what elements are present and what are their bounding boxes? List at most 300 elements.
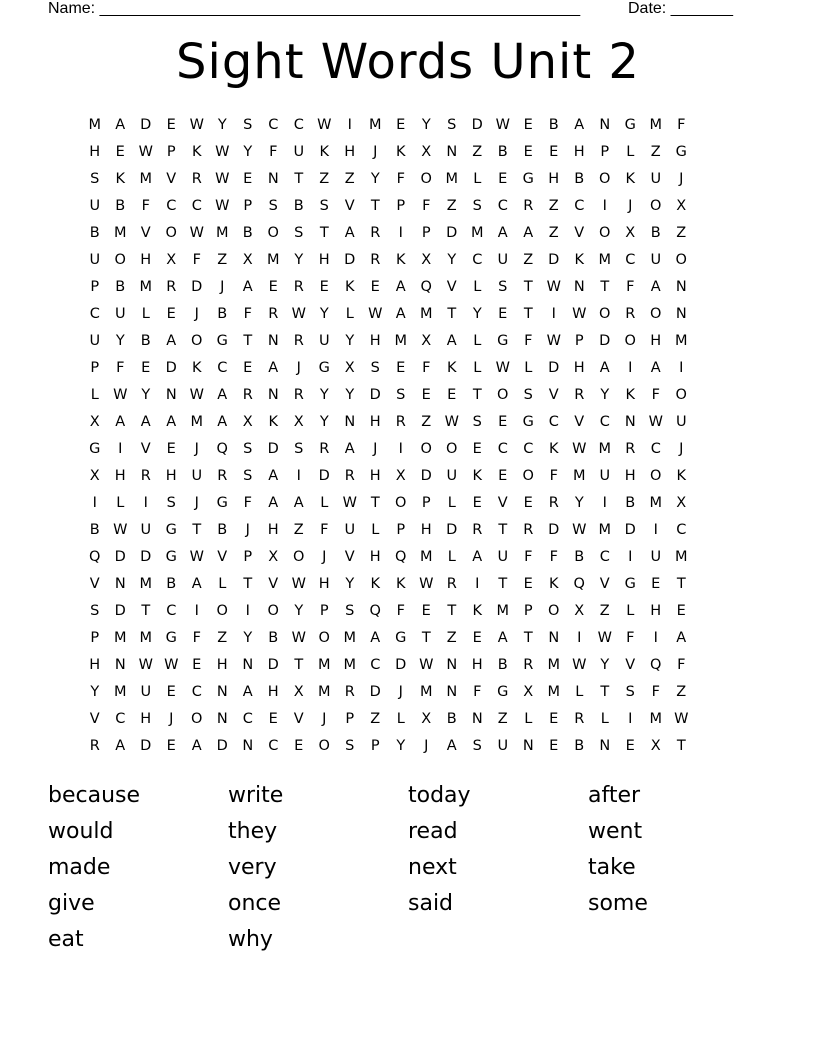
grid-letter: F: [192, 630, 201, 646]
grid-letter: Z: [446, 630, 457, 646]
grid-letter: A: [370, 630, 381, 646]
grid-letter: E: [268, 711, 278, 727]
grid-letter: W: [215, 198, 230, 214]
grid-letter: A: [446, 333, 457, 349]
grid-letter: S: [523, 387, 533, 403]
grid-letter: T: [523, 630, 533, 646]
grid-letter: E: [166, 441, 176, 457]
grid-letter: F: [396, 603, 405, 619]
grid-letter: M: [649, 711, 662, 727]
grid-letter: A: [115, 117, 126, 133]
grid-letter: W: [215, 171, 230, 187]
grid-letter: C: [599, 549, 610, 565]
grid-row: [82, 409, 742, 436]
grid-letter: S: [90, 171, 100, 187]
word-search-grid: [82, 112, 742, 760]
grid-letter: E: [498, 468, 508, 484]
grid-letter: Z: [548, 225, 559, 241]
grid-letter: R: [395, 414, 406, 430]
grid-row: [82, 301, 742, 328]
grid-letter: W: [572, 441, 587, 457]
grid-letter: L: [524, 360, 533, 376]
grid-letter: C: [268, 738, 279, 754]
grid-letter: C: [191, 198, 202, 214]
page-title: Sight Words Unit 2: [176, 34, 640, 90]
grid-letter: H: [216, 657, 228, 673]
grid-letter: S: [345, 603, 355, 619]
grid-letter: H: [369, 414, 381, 430]
grid-letter: X: [650, 738, 661, 754]
grid-letter: N: [446, 684, 458, 700]
grid-letter: N: [522, 738, 534, 754]
grid-letter: W: [572, 657, 587, 673]
grid-letter: O: [191, 711, 203, 727]
grid-letter: D: [318, 468, 330, 484]
grid-letter: U: [650, 252, 662, 268]
grid-letter: L: [447, 549, 456, 565]
grid-letter: E: [243, 360, 253, 376]
grid-letter: O: [420, 171, 432, 187]
grid-letter: O: [318, 630, 330, 646]
grid-row: [82, 544, 742, 571]
grid-letter: T: [600, 684, 610, 700]
grid-letter: H: [624, 468, 636, 484]
grid-letter: J: [322, 711, 327, 727]
grid-letter: C: [115, 711, 126, 727]
grid-letter: Y: [600, 387, 610, 403]
grid-letter: K: [370, 576, 380, 592]
grid-letter: O: [293, 549, 305, 565]
grid-letter: A: [344, 441, 355, 457]
grid-letter: Y: [600, 657, 610, 673]
grid-letter: O: [548, 603, 560, 619]
grid-letter: C: [523, 441, 534, 457]
grid-letter: S: [472, 738, 482, 754]
grid-letter: A: [115, 738, 126, 754]
grid-letter: G: [497, 333, 509, 349]
grid-letter: C: [472, 252, 483, 268]
word-bank-item: very: [228, 855, 277, 880]
grid-letter: W: [674, 711, 689, 727]
grid-letter: D: [395, 657, 407, 673]
name-field-label: Name: ______________________________________________________: [48, 0, 581, 17]
grid-letter: M: [113, 630, 127, 646]
grid-letter: N: [471, 711, 483, 727]
grid-letter: D: [420, 468, 432, 484]
grid-letter: Z: [548, 198, 559, 214]
grid-letter: I: [118, 441, 123, 457]
grid-letter: M: [547, 684, 560, 700]
grid-letter: P: [90, 630, 100, 646]
grid-letter: H: [267, 522, 279, 538]
grid-letter: B: [217, 306, 228, 322]
grid-letter: F: [524, 333, 533, 349]
grid-letter: B: [574, 549, 585, 565]
grid-letter: E: [421, 603, 431, 619]
grid-letter: Y: [319, 306, 329, 322]
grid-letter: E: [549, 144, 559, 160]
grid-letter: Z: [523, 252, 534, 268]
grid-letter: T: [523, 279, 533, 295]
grid-letter: Q: [573, 576, 585, 592]
grid-letter: N: [446, 657, 458, 673]
word-bank-item: write: [228, 783, 284, 808]
grid-letter: V: [344, 198, 355, 214]
grid-letter: U: [675, 414, 687, 430]
grid-letter: O: [675, 252, 687, 268]
grid-letter: M: [547, 657, 560, 673]
grid-letter: K: [625, 387, 635, 403]
grid-letter: M: [419, 306, 433, 322]
grid-letter: D: [267, 441, 279, 457]
grid-letter: M: [649, 495, 662, 511]
grid-letter: P: [370, 738, 380, 754]
grid-letter: G: [165, 522, 177, 538]
grid-letter: A: [268, 468, 279, 484]
grid-letter: O: [446, 441, 458, 457]
grid-letter: W: [648, 414, 663, 430]
grid-letter: C: [497, 441, 508, 457]
grid-letter: N: [267, 387, 279, 403]
grid-letter: Q: [650, 657, 662, 673]
grid-letter: V: [217, 549, 228, 565]
grid-letter: R: [523, 198, 534, 214]
grid-letter: I: [143, 495, 148, 511]
grid-letter: E: [166, 738, 176, 754]
grid-letter: P: [523, 603, 533, 619]
grid-letter: N: [242, 657, 254, 673]
grid-letter: T: [141, 603, 151, 619]
grid-letter: C: [166, 198, 177, 214]
grid-letter: I: [577, 630, 582, 646]
grid-letter: A: [242, 684, 253, 700]
grid-letter: I: [602, 198, 607, 214]
grid-letter: B: [140, 333, 151, 349]
grid-letter: O: [522, 468, 534, 484]
grid-letter: X: [166, 252, 177, 268]
grid-letter: X: [676, 495, 687, 511]
grid-letter: X: [421, 711, 432, 727]
grid-letter: S: [472, 198, 482, 214]
grid-letter: E: [472, 441, 482, 457]
grid-letter: O: [650, 198, 662, 214]
grid-letter: E: [523, 576, 533, 592]
grid-letter: W: [495, 117, 510, 133]
grid-letter: H: [140, 711, 152, 727]
grid-letter: R: [574, 711, 585, 727]
grid-row: [82, 355, 742, 382]
grid-letter: R: [574, 387, 585, 403]
grid-letter: V: [140, 441, 151, 457]
grid-letter: L: [575, 684, 584, 700]
grid-letter: K: [676, 468, 686, 484]
grid-row: [82, 382, 742, 409]
grid-letter: E: [166, 117, 176, 133]
grid-letter: R: [344, 684, 355, 700]
grid-letter: N: [446, 144, 458, 160]
grid-letter: O: [599, 306, 611, 322]
grid-letter: T: [498, 576, 508, 592]
grid-letter: V: [574, 225, 585, 241]
grid-letter: M: [394, 333, 407, 349]
grid-letter: Y: [115, 333, 125, 349]
grid-letter: S: [472, 414, 482, 430]
grid-letter: E: [141, 360, 151, 376]
grid-letter: B: [446, 711, 457, 727]
grid-letter: R: [472, 522, 483, 538]
grid-letter: R: [523, 657, 534, 673]
grid-letter: K: [548, 576, 559, 592]
grid-letter: M: [139, 576, 152, 592]
grid-letter: W: [138, 657, 153, 673]
grid-letter: C: [268, 117, 279, 133]
grid-letter: H: [140, 252, 152, 268]
grid-letter: Y: [141, 387, 151, 403]
grid-letter: R: [293, 387, 304, 403]
grid-letter: T: [370, 495, 380, 511]
grid-letter: B: [115, 198, 126, 214]
grid-letter: F: [626, 279, 635, 295]
grid-letter: A: [217, 387, 228, 403]
grid-letter: N: [216, 684, 228, 700]
grid-letter: F: [651, 387, 660, 403]
grid-letter: O: [267, 603, 279, 619]
grid-letter: O: [165, 225, 177, 241]
grid-letter: G: [624, 576, 636, 592]
grid-letter: T: [243, 576, 253, 592]
grid-letter: U: [599, 468, 611, 484]
grid-letter: P: [396, 522, 406, 538]
grid-letter: R: [166, 279, 177, 295]
grid-letter: Z: [599, 603, 610, 619]
grid-letter: Z: [293, 522, 304, 538]
grid-letter: G: [522, 414, 534, 430]
grid-letter: E: [421, 387, 431, 403]
grid-letter: O: [395, 495, 407, 511]
grid-letter: M: [470, 225, 484, 241]
grid-letter: G: [216, 333, 228, 349]
grid-letter: E: [523, 495, 533, 511]
grid-letter: V: [497, 495, 508, 511]
grid-letter: G: [675, 144, 687, 160]
grid-letter: A: [268, 495, 279, 511]
grid-letter: U: [191, 468, 203, 484]
grid-letter: E: [166, 306, 176, 322]
grid-letter: L: [600, 711, 609, 727]
grid-letter: A: [650, 360, 661, 376]
grid-letter: X: [268, 549, 279, 565]
grid-letter: T: [676, 738, 686, 754]
grid-letter: T: [447, 306, 457, 322]
grid-letter: D: [140, 117, 152, 133]
grid-letter: M: [139, 279, 152, 295]
grid-letter: U: [650, 171, 662, 187]
grid-letter: I: [653, 630, 658, 646]
grid-letter: J: [373, 441, 378, 457]
grid-letter: N: [114, 576, 126, 592]
grid-letter: N: [242, 738, 254, 754]
grid-letter: G: [165, 549, 177, 565]
grid-letter: F: [192, 252, 201, 268]
grid-letter: O: [650, 468, 662, 484]
grid-letter: Y: [243, 144, 253, 160]
grid-letter: E: [549, 711, 559, 727]
grid-letter: D: [114, 549, 126, 565]
grid-letter: R: [344, 468, 355, 484]
grid-letter: A: [472, 549, 483, 565]
grid-letter: W: [546, 333, 561, 349]
grid-letter: W: [113, 522, 128, 538]
grid-letter: A: [650, 279, 661, 295]
grid-letter: A: [344, 225, 355, 241]
grid-letter: M: [317, 657, 331, 673]
grid-letter: Y: [345, 576, 355, 592]
grid-letter: Z: [344, 171, 355, 187]
grid-letter: H: [650, 603, 662, 619]
grid-letter: K: [115, 171, 125, 187]
grid-letter: Q: [420, 279, 432, 295]
grid-letter: R: [370, 225, 381, 241]
grid-letter: L: [626, 603, 635, 619]
grid-letter: S: [319, 198, 329, 214]
grid-letter: H: [471, 657, 483, 673]
grid-letter: Z: [446, 198, 457, 214]
grid-letter: K: [472, 468, 482, 484]
grid-letter: H: [114, 468, 126, 484]
grid-letter: U: [497, 738, 509, 754]
grid-letter: Y: [217, 117, 227, 133]
grid-letter: O: [497, 387, 509, 403]
grid-letter: Z: [497, 711, 508, 727]
grid-letter: W: [444, 414, 459, 430]
grid-letter: Z: [370, 711, 381, 727]
grid-letter: S: [243, 117, 253, 133]
grid-letter: E: [498, 306, 508, 322]
grid-letter: H: [318, 576, 330, 592]
grid-letter: V: [140, 225, 151, 241]
grid-letter: S: [166, 495, 176, 511]
grid-letter: S: [268, 198, 278, 214]
grid-letter: T: [600, 279, 610, 295]
grid-letter: E: [192, 657, 202, 673]
grid-letter: E: [294, 738, 304, 754]
grid-letter: T: [294, 657, 304, 673]
grid-letter: X: [293, 414, 304, 430]
grid-letter: L: [90, 387, 99, 403]
grid-letter: A: [166, 414, 177, 430]
grid-letter: K: [191, 144, 202, 160]
grid-letter: G: [165, 630, 177, 646]
grid-letter: M: [674, 549, 688, 565]
grid-letter: Y: [319, 387, 329, 403]
grid-letter: M: [419, 549, 433, 565]
grid-letter: D: [165, 360, 177, 376]
grid-letter: J: [424, 738, 429, 754]
grid-letter: W: [419, 576, 434, 592]
grid-letter: O: [420, 441, 432, 457]
grid-letter: T: [676, 576, 686, 592]
grid-letter: N: [624, 414, 636, 430]
grid-letter: S: [294, 441, 304, 457]
grid-letter: S: [90, 603, 100, 619]
grid-letter: Q: [89, 549, 101, 565]
grid-letter: B: [89, 225, 100, 241]
grid-letter: Z: [217, 630, 228, 646]
grid-letter: O: [675, 387, 687, 403]
grid-letter: T: [523, 306, 533, 322]
word-bank-item: next: [408, 855, 457, 880]
grid-letter: P: [243, 198, 253, 214]
grid-letter: D: [624, 522, 636, 538]
grid-letter: R: [625, 441, 636, 457]
grid-letter: S: [243, 441, 253, 457]
grid-letter: F: [320, 522, 329, 538]
grid-letter: N: [573, 279, 585, 295]
grid-letter: N: [675, 306, 687, 322]
grid-row: [82, 490, 742, 517]
grid-letter: L: [473, 333, 482, 349]
grid-letter: I: [679, 360, 684, 376]
grid-letter: S: [447, 117, 457, 133]
grid-letter: C: [217, 360, 228, 376]
grid-letter: D: [216, 738, 228, 754]
grid-row: [82, 706, 742, 733]
grid-letter: E: [523, 144, 533, 160]
grid-letter: L: [371, 522, 380, 538]
grid-letter: F: [116, 360, 125, 376]
word-bank-item: eat: [48, 927, 84, 952]
grid-letter: X: [574, 603, 585, 619]
grid-letter: G: [89, 441, 101, 457]
grid-row: [82, 166, 742, 193]
grid-letter: U: [89, 198, 101, 214]
grid-letter: X: [421, 252, 432, 268]
grid-letter: M: [113, 684, 127, 700]
grid-letter: F: [549, 549, 558, 565]
grid-letter: A: [191, 738, 202, 754]
grid-letter: P: [396, 198, 406, 214]
grid-letter: R: [191, 171, 202, 187]
grid-letter: E: [166, 684, 176, 700]
grid-letter: S: [345, 738, 355, 754]
grid-letter: F: [422, 198, 431, 214]
grid-letter: U: [114, 306, 126, 322]
grid-letter: V: [89, 576, 100, 592]
grid-letter: E: [472, 495, 482, 511]
grid-letter: J: [628, 198, 633, 214]
grid-letter: N: [267, 333, 279, 349]
grid-letter: Y: [243, 630, 253, 646]
grid-letter: Z: [676, 684, 687, 700]
grid-letter: S: [625, 684, 635, 700]
grid-letter: X: [89, 468, 100, 484]
grid-letter: Y: [574, 495, 584, 511]
grid-letter: B: [574, 171, 585, 187]
grid-row: [82, 328, 742, 355]
grid-letter: F: [141, 198, 150, 214]
grid-letter: P: [600, 144, 610, 160]
grid-letter: T: [192, 522, 202, 538]
grid-letter: R: [268, 306, 279, 322]
grid-letter: L: [447, 495, 456, 511]
grid-letter: B: [497, 144, 508, 160]
grid-letter: U: [293, 144, 305, 160]
grid-letter: T: [370, 198, 380, 214]
grid-letter: Y: [447, 252, 457, 268]
grid-row: [82, 463, 742, 490]
grid-letter: D: [599, 333, 611, 349]
grid-letter: W: [138, 144, 153, 160]
